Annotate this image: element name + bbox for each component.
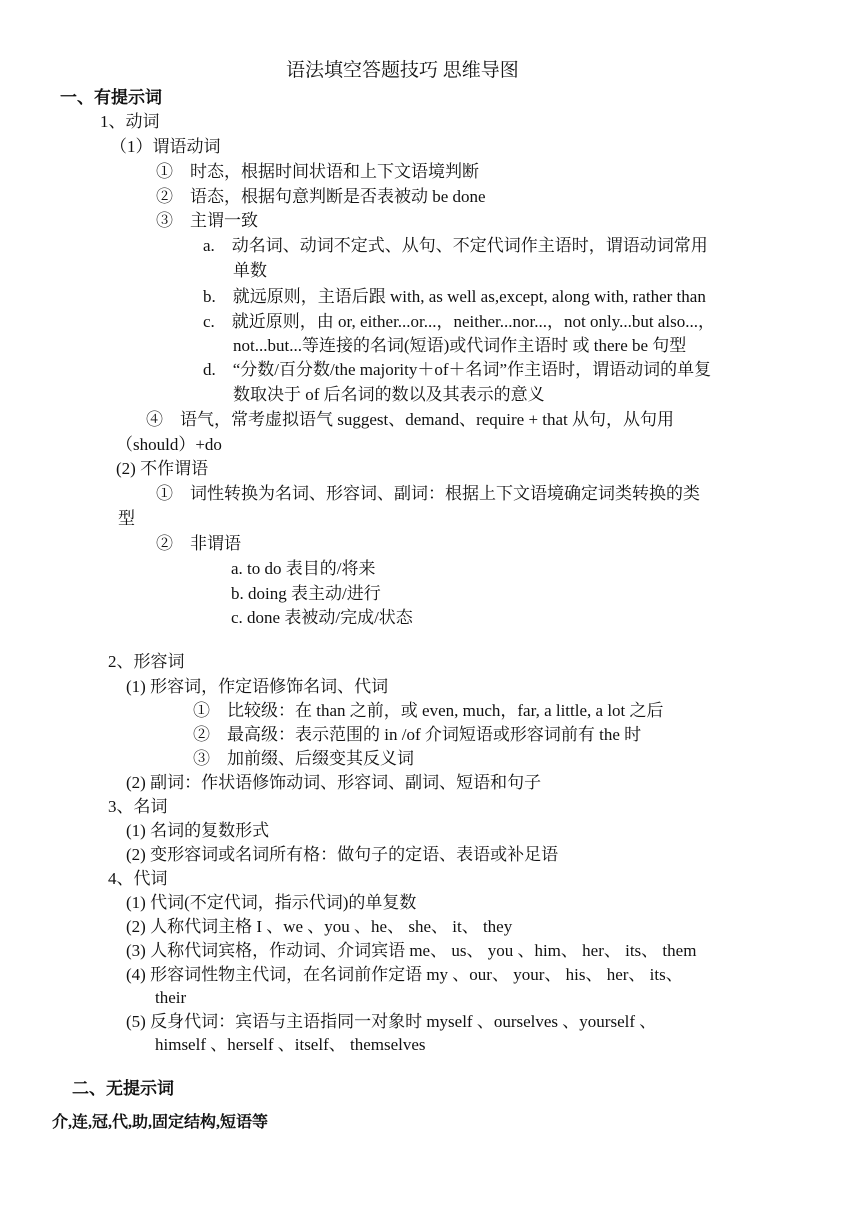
list-item: ① 时态，根据时间状语和上下文语境判断 [156, 162, 479, 181]
list-item: d. “分数/百分数/the majority＋of＋名词”作主语时，谓语动词的单复 [203, 360, 712, 379]
list-item: ① 比较级：在 than 之前，或 even, much，far, a little, a lot 之后 [193, 701, 664, 720]
predicate-verb-heading: （1）谓语动词 [110, 137, 221, 156]
non-predicate-heading: (2) 不作谓语 [116, 459, 209, 478]
list-item: (3) 人称代词宾格，作动词、介词宾语 me、 us、 you 、him、 her、 its、 them [126, 941, 697, 960]
list-item: c. done 表被动/完成/状态 [231, 608, 413, 627]
adverb-sub-heading: (2) 副词：作状语修饰动词、形容词、副词、短语和句子 [126, 773, 542, 792]
list-item: ④ 语气，常考虚拟语气 suggest、demand、require + that 从句，从句用 [146, 410, 675, 429]
page-title: 语法填空答题技巧 思维导图 [286, 60, 519, 81]
list-item: b. 就远原则，主语后跟 with, as well as,except, along with, rather than [203, 287, 706, 306]
list-item: (5) 反身代词：宾语与主语指同一对象时 myself 、ourselves 、yourself 、 [126, 1012, 657, 1031]
section-heading-no-hint: 二、无提示词 [72, 1079, 174, 1098]
list-item-continuation: 单数 [233, 261, 267, 280]
no-hint-summary: 介,连,冠,代,助,固定结构,短语等 [52, 1114, 269, 1131]
list-item: ③ 主谓一致 [156, 211, 258, 230]
list-item: ① 词性转换为名词、形容词、副词：根据上下文语境确定词类转换的类 [156, 484, 700, 503]
list-item: ② 最高级：表示范围的 in /of 介词短语或形容词前有 the 时 [193, 725, 642, 744]
list-item: (4) 形容词性物主代词，在名词前作定语 my 、our、 your、 his、 her、 its、 [126, 965, 683, 984]
list-item-continuation: （should）+do [116, 435, 222, 454]
list-item-continuation: himself 、herself 、itself、 themselves [155, 1035, 426, 1054]
list-item: a. 动名词、动词不定式、从句、不定代词作主语时，谓语动词常用 [203, 236, 708, 255]
adjective-heading: 2、形容词 [108, 652, 185, 671]
list-item: c. 就近原则，由 or, either...or...，neither...nor...，not only...but also...， [203, 312, 715, 331]
list-item-continuation: their [155, 988, 187, 1007]
list-item: b. doing 表主动/进行 [231, 584, 381, 603]
list-item-continuation: 型 [118, 509, 135, 528]
list-item: ② 非谓语 [156, 534, 241, 553]
adjective-sub-heading: (1) 形容词，作定语修饰名词、代词 [126, 677, 389, 696]
list-item: ③ 加前缀、后缀变其反义词 [193, 749, 414, 768]
verb-heading: 1、动词 [100, 112, 160, 131]
list-item-continuation: not...but...等连接的名词(短语)或代词作主语时 或 there be 句型 [233, 336, 687, 355]
list-item: a. to do 表目的/将来 [231, 559, 376, 578]
section-heading-with-hint: 一、有提示词 [60, 88, 162, 107]
list-item: (1) 名词的复数形式 [126, 821, 270, 840]
list-item-continuation: 数取决于 of 后名词的数以及其表示的意义 [233, 385, 545, 404]
list-item: (1) 代词(不定代词，指示代词)的单复数 [126, 893, 417, 912]
pronoun-heading: 4、代词 [108, 869, 168, 888]
list-item: ② 语态，根据句意判断是否表被动 be done [156, 187, 486, 206]
noun-heading: 3、名词 [108, 797, 168, 816]
list-item: (2) 变形容词或名词所有格：做句子的定语、表语或补足语 [126, 845, 559, 864]
list-item: (2) 人称代词主格 I 、we 、you 、he、 she、 it、 they [126, 917, 513, 936]
